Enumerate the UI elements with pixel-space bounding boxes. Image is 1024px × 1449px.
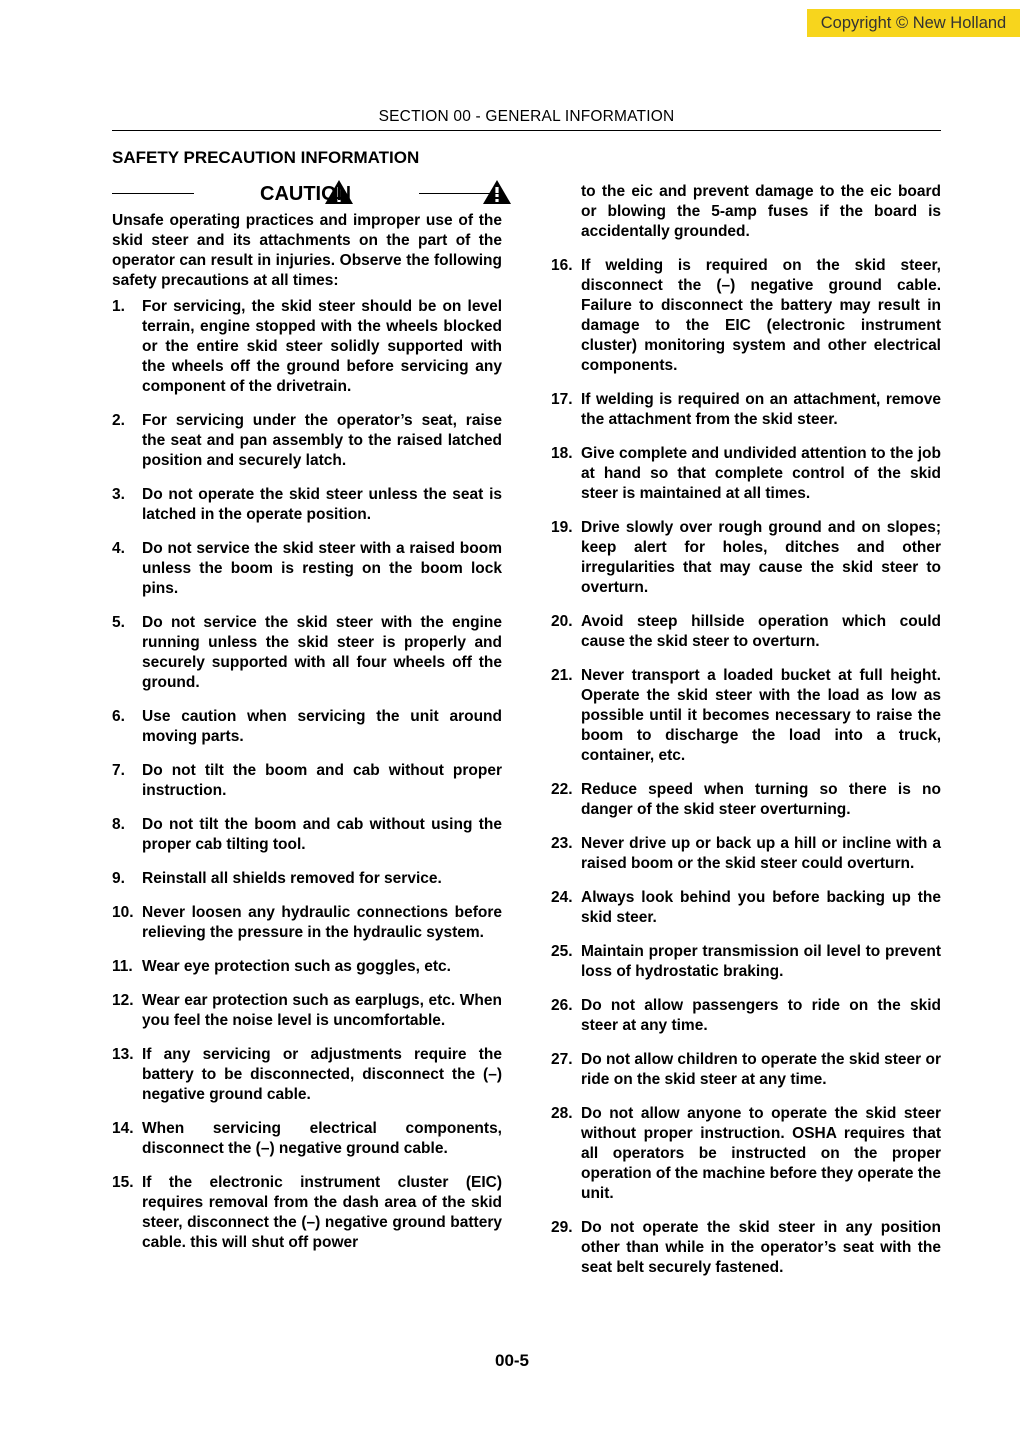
list-item-number: 13. (112, 1046, 134, 1063)
list-item-number: 7. (112, 762, 125, 779)
list-item-number: 2. (112, 412, 125, 429)
list-item (112, 1173, 502, 1253)
list-item (112, 613, 502, 693)
list-item (112, 485, 502, 525)
list-item (551, 1104, 941, 1204)
list-item-text: If welding is required on an attachment, remove the attachment from the skid steer. (581, 391, 941, 428)
list-item-text: Do not tilt the boom and cab without proper instruction. (142, 762, 502, 799)
list-item-text: Reinstall all shields removed for service. (142, 870, 442, 887)
list-item-text: Do not service the skid steer with the engine running unless the skid steer is properly and securely supported with all four wheels off the ground. (142, 614, 502, 691)
list-item-text: For servicing under the operator’s seat, raise the seat and pan assembly to the raised latched position and securely latch. (142, 412, 502, 469)
list-item-number: 27. (551, 1051, 573, 1068)
list-item (112, 411, 502, 471)
caution-rule-left (112, 193, 194, 194)
list-item-text: Do not allow anyone to operate the skid steer without proper instruction. OSHA requires that all operators be instructed on the proper operation of the machine before they operate the unit. (581, 1105, 942, 1202)
list-item-number: 3. (112, 486, 125, 503)
list-item-number: 22. (551, 781, 573, 798)
item-15-continuation: to the eic and prevent damage to the eic board or blowing the 5-amp fuses if the board is accidentally grounded. (581, 183, 941, 240)
list-item-text: Maintain proper transmission oil level to prevent loss of hydrostatic braking. (581, 943, 941, 980)
list-item (112, 761, 502, 801)
section-header: SECTION 00 - GENERAL INFORMATION (378, 108, 675, 125)
list-item-number: 25. (551, 943, 573, 960)
list-item (551, 942, 941, 982)
list-item (112, 957, 502, 977)
list-item-text: When servicing electrical components, disconnect the (–) negative ground cable. (142, 1120, 502, 1157)
list-item (551, 834, 941, 874)
list-item-text: Drive slowly over rough ground and on slopes; keep alert for holes, ditches and other irregularities that may cause the skid steer to overturn. (581, 519, 941, 596)
list-item (551, 444, 941, 504)
list-item-number: 26. (551, 997, 573, 1014)
list-item-text: Avoid steep hillside operation which could cause the skid steer to overturn. (581, 613, 941, 650)
list-item (551, 256, 941, 376)
list-item (112, 869, 502, 889)
list-item-number: 18. (551, 445, 573, 462)
list-item (551, 518, 941, 598)
right-column (551, 182, 941, 1292)
list-item (112, 815, 502, 855)
list-item-number: 21. (551, 667, 573, 684)
list-item-text: Do not service the skid steer with a raised boom unless the boom is resting on the boom lock pins. (142, 540, 502, 597)
list-item-text: If any servicing or adjustments require the battery to be disconnected, disconnect the (–) negative ground cable. (142, 1046, 502, 1103)
list-item (112, 707, 502, 747)
precaution-list-left (112, 297, 502, 1253)
list-item-text: Reduce speed when turning so there is no danger of the skid steer overturning. (581, 781, 941, 818)
list-item-text: Do not operate the skid steer in any position other than while in the operator’s seat with the seat belt securely fastened. (581, 1219, 941, 1276)
list-item-number: 16. (551, 257, 573, 274)
list-item-number: 6. (112, 708, 125, 725)
list-item-number: 12. (112, 992, 134, 1009)
left-column (112, 211, 502, 1267)
list-item-number: 23. (551, 835, 573, 852)
list-item-text: Do not tilt the boom and cab without using the proper cab tilting tool. (142, 816, 502, 853)
list-item-number: 11. (112, 958, 133, 975)
list-item-number: 5. (112, 614, 125, 631)
caution-label: CAUTION (260, 183, 352, 205)
list-item-number: 19. (551, 519, 573, 536)
list-item (112, 539, 502, 599)
list-item-text: Never transport a loaded bucket at full height. Operate the skid steer with the load as low as possible until it becomes necessary to raise the boom to discharge the load into a truck, container, etc. (581, 667, 941, 764)
list-item-text: For servicing, the skid steer should be on level terrain, engine stopped with the wheels blocked or the entire skid steer solidly supported with the wheels off the ground before servicing any component of the drivetrain. (142, 298, 502, 395)
intro-paragraph: Unsafe operating practices and improper use of the skid steer and its attachments on the part of the operator can result in injuries. Observe the following safety precautions at all times: (112, 212, 502, 289)
list-item (551, 1050, 941, 1090)
list-item-text: If the electronic instrument cluster (EIC) requires removal from the dash area of the skid steer, disconnect the (–) negative ground battery cable. this will shut off power (142, 1174, 502, 1251)
list-item (112, 297, 502, 397)
list-item-number: 4. (112, 540, 125, 557)
list-item-text: Give complete and undivided attention to the job at hand so that complete control of the skid steer is maintained at all times. (581, 445, 941, 502)
list-item-text: Do not allow children to operate the skid steer or ride on the skid steer at any time. (581, 1051, 942, 1088)
list-item (551, 390, 941, 430)
precaution-list-right (551, 256, 941, 1278)
page-number: 00-5 (494, 1351, 530, 1370)
list-item (551, 780, 941, 820)
list-item (551, 612, 941, 652)
list-item-text: Do not operate the skid steer unless the seat is latched in the operate position. (142, 486, 502, 523)
list-item (112, 1119, 502, 1159)
list-item (112, 991, 502, 1031)
list-item-number: 10. (112, 904, 134, 921)
list-item-number: 20. (551, 613, 573, 630)
list-item-text: Wear eye protection such as goggles, etc. (142, 958, 451, 975)
list-item-text: If welding is required on the skid steer, disconnect the (–) negative ground cable. Failure to disconnect the battery may result in damage to the EIC (electronic instrument cluster) monitoring system and other electrical components. (581, 257, 941, 374)
list-item-text: Use caution when servicing the unit around moving parts. (142, 708, 502, 745)
list-item-number: 24. (551, 889, 573, 906)
warning-triangle-icon (482, 179, 512, 205)
page-title: SAFETY PRECAUTION INFORMATION (112, 148, 420, 167)
caution-rule-right (419, 193, 501, 194)
list-item-number: 28. (551, 1105, 573, 1122)
list-item (551, 888, 941, 928)
list-item-text: Wear ear protection such as earplugs, etc. When you feel the noise level is uncomfortable. (142, 992, 502, 1029)
list-item (112, 903, 502, 943)
list-item-text: Do not allow passengers to ride on the skid steer at any time. (581, 997, 941, 1034)
caution-banner (112, 179, 502, 209)
header-divider (112, 130, 941, 131)
list-item-number: 15. (112, 1174, 134, 1191)
list-item-text: Always look behind you before backing up the skid steer. (581, 889, 941, 926)
copyright-badge: Copyright © New Holland (807, 9, 1020, 37)
list-item-number: 8. (112, 816, 125, 833)
list-item-number: 1. (112, 298, 125, 315)
list-item-number: 9. (112, 870, 125, 887)
list-item (551, 1218, 941, 1278)
list-item-number: 29. (551, 1219, 573, 1236)
list-item-number: 14. (112, 1120, 134, 1137)
list-item-text: Never loosen any hydraulic connections before relieving the pressure in the hydraulic system. (142, 904, 502, 941)
list-item-number: 17. (551, 391, 573, 408)
list-item (551, 996, 941, 1036)
list-item (112, 1045, 502, 1105)
list-item (551, 666, 941, 766)
list-item-text: Never drive up or back up a hill or incline with a raised boom or the skid steer could overturn. (581, 835, 941, 872)
